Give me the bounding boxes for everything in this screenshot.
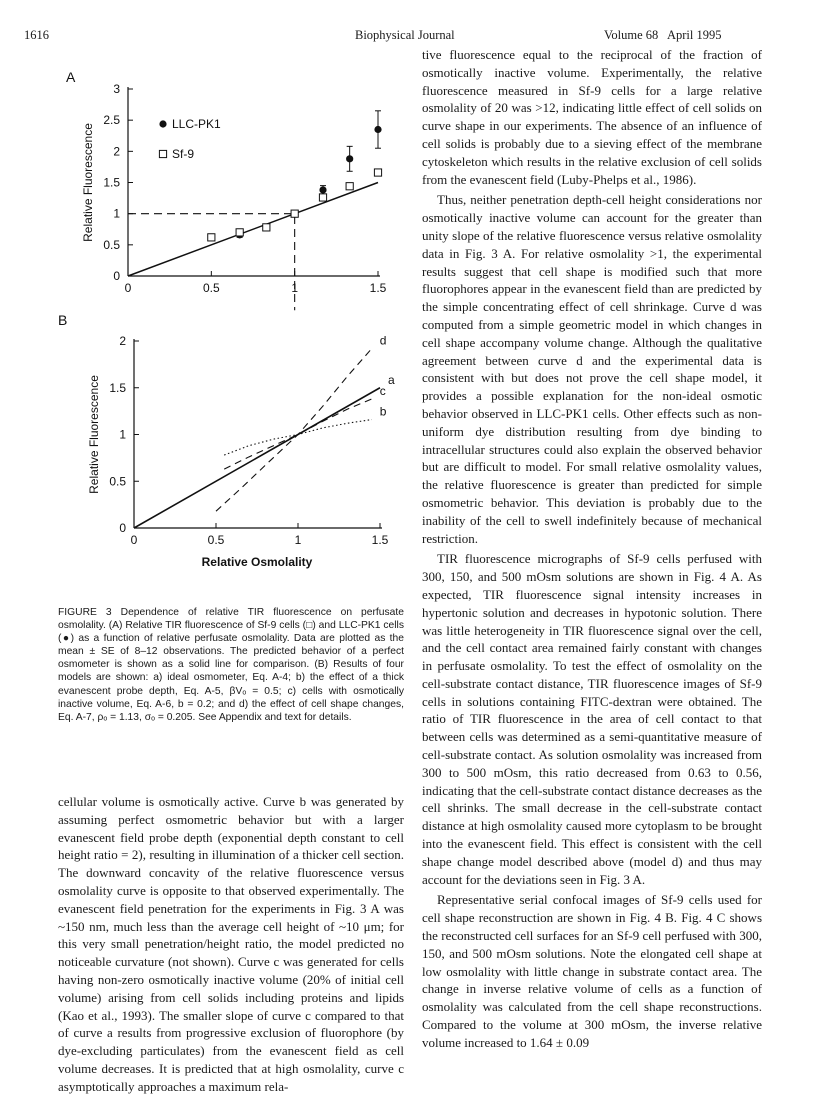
- volume-date: Volume 68 April 1995: [604, 28, 722, 42]
- y-axis-label: Relative Fluorescence: [87, 375, 101, 494]
- y-tick-label: 3: [113, 82, 120, 96]
- y-tick-label: 1: [113, 206, 120, 221]
- data-point-sf9: [346, 183, 353, 190]
- legend-marker-llc-pk1: [159, 120, 166, 127]
- panel-a-label: A: [66, 69, 76, 85]
- curve-d: [216, 348, 372, 511]
- paragraph: TIR fluorescence micrographs of Sf-9 cells perfused with 300, 150, and 500 mOsm solutions are shown in Fig. 4 A. As expected, TIR fluorescence signal intensity increases in hypertonic solution and decreases in hypotonic solution. There was little heterogeneity in TIR fluorescence signal over the cell, and the cell contact area remained fairly constant with changes in perfusate osmolality. To test the effect of osmolality on the cell-substrate contact distance, TIR fluorescence images of Sf-9 cells in solutions containing FITC-dextran were obtained. The ratio of TIR fluorescence in the area of cell contact to that between cells was determined as a semi-quantitative measure of cell-substrate contact. As solution osmolality was increased from 300 to 500 mOsm, this ratio decreased from 0.63 to 0.56, indicating that the cell-substrate contact distance decreases as the cell shrinks. The small decrease in the cell-substrate contact distance at high osmolality caused more cytoplasm to be brought into the evanescent field. This effect is consistent with the cell shape change model described above (model d) and thus may account for the deviations seen in Fig. 3 A.: [422, 551, 762, 887]
- y-tick-label: 2.5: [103, 113, 120, 128]
- x-tick-label: 1: [294, 533, 302, 547]
- legend-marker-sf9: [159, 150, 166, 157]
- data-point-llc-pk1: [346, 155, 353, 162]
- data-point-sf9: [236, 229, 243, 236]
- y-tick-label: 1.5: [103, 175, 120, 190]
- journal-name: Biophysical Journal: [355, 28, 455, 42]
- y-tick-label: 2: [113, 144, 120, 159]
- curve-label-d: d: [379, 333, 387, 348]
- curve-a: [134, 388, 380, 528]
- y-tick-label: 1: [119, 427, 126, 442]
- data-point-llc-pk1: [319, 186, 326, 193]
- data-point-sf9: [263, 224, 270, 231]
- panel-b-label: B: [58, 312, 68, 328]
- paragraph: tive fluorescence equal to the reciprocal of the fraction of osmotically inactive volume. Experimentally, the relative fluorescence measured in Sf-9 cells for a large relative osmolality of 20 was >12, indicating little effect of cell solids on curve shape in our experiments. The absence of an influence of cell solids is probably due to a sieving effect of the membrane cytoskeleton which results in the relative exclusion of cell solids from the evanescent field (Luby-Phelps et al., 1986).: [422, 47, 762, 187]
- figure-3: [0, 0, 410, 600]
- y-tick-label: 2: [119, 334, 126, 348]
- legend-label-llc-pk1: LLC-PK1: [172, 117, 221, 131]
- curve-b: [224, 420, 372, 456]
- y-tick-label: 0: [113, 269, 120, 283]
- x-tick-label: 1.5: [369, 281, 387, 295]
- y-tick-label: 0.5: [109, 474, 126, 489]
- legend-label-sf9: Sf-9: [172, 147, 195, 161]
- panel-b-chart: [87, 333, 395, 569]
- right-column-text: [422, 46, 762, 1052]
- x-tick-label: 0: [130, 533, 138, 547]
- page-number: 1616: [24, 28, 49, 42]
- x-tick-label: 0: [124, 281, 132, 295]
- x-tick-label: 0.5: [207, 533, 225, 547]
- curve-label-b: b: [379, 404, 387, 419]
- figure-caption: FIGURE 3 Dependence of relative TIR fluorescence on perfusate osmolality. (A) Relative TIR fluorescence of Sf-9 cells (□) and LLC-PK1 cells (●) as a function of relative perfusate osmolality. Data are plotted as the mean ± SE of 8–12 observations. The predicted behavior of a perfect osmometer is shown as a solid line for comparison. (B) Results of four models are shown: a) ideal osmometer, Eq. A-4; b) the effect of a thick evanescent probe depth, Eq. A-5, βVₒ = 0.5; c) cells with osmotically inactive volume, Eq. A-6, b = 0.2; and d) the effect of cell shape changes, Eq. A-7, ρₒ = 1.13, σₒ = 0.205. See Appendix and text for details.: [58, 607, 404, 723]
- y-tick-label: 0: [119, 521, 126, 535]
- paragraph: cellular volume is osmotically active. Curve b was generated by assuming perfect osmometric behavior but with a larger evanescent field probe depth (exponential depth constant to cell height ratio = 2), resulting in illumination of a thicker cell section. The downward concavity of the relative fluorescence versus osmolality curve is opposite to that observed experimentally. The evanescent field penetration for the experiments in Fig. 3 A was ~150 nm, much less than the average cell height of ~10 μm; for this very small penetration/height ratio, the model predicted no noticeable curvature (not shown). Curve c was generated for cells having non-zero osmotically inactive volume (20% of initial cell volume) arising from cell solids including proteins and lipids (Kao et al., 1993). The smaller slope of curve c compared to that of curve a results from progressive exclusion of fluorophore (by dye-excluding particulates) from the evanescent field as cell volume decreases. It is predicted that at high osmolality, curve c asymptotically approaches a maximum rela-: [58, 794, 404, 1094]
- left-column-text: [58, 793, 404, 1096]
- data-point-sf9: [374, 169, 381, 176]
- panel-a-chart: [81, 82, 387, 310]
- x-tick-label: 0.5: [202, 281, 220, 295]
- paragraph: Representative serial confocal images of Sf-9 cells used for cell shape reconstruction are shown in Fig. 4 B. Fig. 4 C shows the reconstructed cell surfaces for an Sf-9 cell perfused with 300, 150, and 500 mOsm solutions. Note the elongated cell shape at low osmolality with little change in substrate contact area. The change in inverse relative volume of cells as a function of osmolality was calculated from the cell shape reconstructions. Compared to the volume at 300 mOsm, the inverse relative volume increased to 1.64 ± 0.09: [422, 892, 762, 1050]
- y-axis-label: Relative Fluorescence: [81, 123, 95, 242]
- data-point-sf9: [291, 210, 298, 217]
- x-tick-label: 1: [291, 281, 299, 295]
- osmometer-line: [128, 183, 378, 277]
- x-tick-label: 1.5: [371, 533, 389, 547]
- y-tick-label: 1.5: [109, 380, 126, 395]
- curve-label-c: c: [379, 383, 386, 398]
- x-axis-label: Relative Osmolality: [201, 555, 313, 569]
- data-point-sf9: [208, 234, 215, 241]
- y-tick-label: 0.5: [103, 237, 120, 252]
- data-point-sf9: [319, 194, 326, 201]
- paragraph: Thus, neither penetration depth-cell height considerations nor osmotically inactive volume can account for the greater than unity slope of the relative fluorescence versus relative osmolality data in Fig. 3 A. For relative osmolality >1, the experimental results suggest that cell shape is modified such that more fluorophores appear in the evanescent field than are predicted by the simple concentrating effect of cell shrinkage. Curve d was computed from a simple geometric model in which changes in cell shape accompany volume change. Although the qualitative agreement between curve d and the experimental data is consistent with but does not prove the cell shape model, it provides a possible explanation for the non-ideal osmotic behavior observed in LLC-PK1 cells. Other effects such as non-uniform dye distribution resulting from dye binding to intracellular structures could also explain the observed behavior but are difficult to model. For small relative osmolality values, the relative fluorescence is greater than predicted for simple osmometric behavior. This deviation is probably due to the inability of the cell to swell indefinitely because of mechanical restriction.: [422, 192, 762, 546]
- curve-label-a: a: [388, 372, 395, 387]
- data-point-llc-pk1: [374, 126, 381, 133]
